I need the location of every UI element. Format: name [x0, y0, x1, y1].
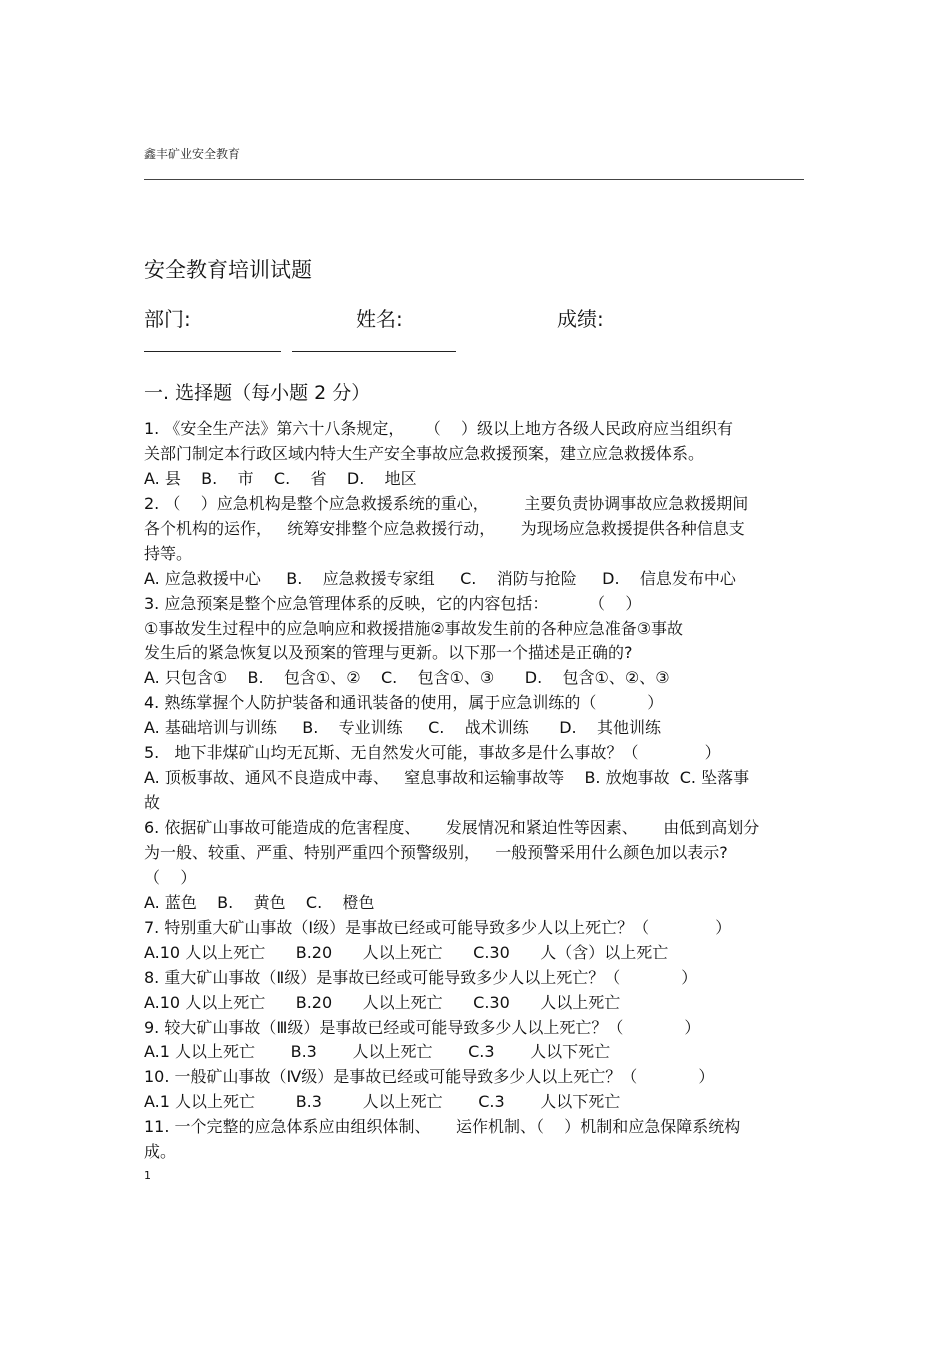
dept-label: 部门:	[144, 307, 191, 331]
text-line: A.1 人以上死亡 B.3 人以上死亡 C.3 人以下死亡	[144, 1042, 611, 1062]
text-line: 11. 一个完整的应急体系应由组织体制、 运作机制、（ ）机制和应急保障系统构	[144, 1117, 741, 1137]
section-heading: 一. 选择题（每小题 2 分）	[144, 382, 371, 404]
text-line: 8. 重大矿山事故（Ⅱ级）是事故已经或可能导致多少人以上死亡？（ ）	[144, 967, 698, 987]
text-line: ①事故发生过程中的应急响应和救援措施②事故发生前的各种应急准备③事故	[144, 618, 684, 638]
page-title: 安全教育培训试题	[144, 258, 312, 282]
text-line: 3. 应急预案是整个应急管理体系的反映，它的内容包括： （ ）	[144, 593, 642, 613]
text-line: A. 基础培训与训练 B. 专业训练 C. 战术训练 D. 其他训练	[144, 718, 661, 738]
text-line: 关部门制定本行政区域内特大生产安全事故应急救援预案，建立应急救援体系。	[144, 443, 705, 463]
name-label: 姓名:	[356, 307, 403, 331]
text-line: A. 只包含① B. 包含①、② C. 包含①、③ D. 包含①、②、③	[144, 668, 670, 688]
question-body	[144, 417, 808, 1165]
text-line: 各个机构的运作， 统筹安排整个应急救援行动， 为现场应急救援提供各种信息支	[144, 518, 745, 538]
text-line: A. 县 B. 市 C. 省 D. 地区	[144, 468, 417, 488]
text-line: 6. 依据矿山事故可能造成的危害程度、 发展情况和紧迫性等因素、 由低到高划分	[144, 818, 760, 837]
text-line: 1. 《安全生产法》第六十八条规定， （ ）级以上地方各级人民政府应当组织有	[144, 419, 734, 438]
text-line: 10. 一般矿山事故（Ⅳ级）是事故已经或可能导致多少人以上死亡？（ ）	[144, 1067, 715, 1087]
text-line: A. 应急救援中心 B. 应急救援专家组 C. 消防与抢险 D. 信息发布中心	[144, 568, 736, 588]
page-number: 1	[144, 1169, 151, 1182]
header-rule	[144, 179, 804, 180]
text-line: 5. 地下非煤矿山均无瓦斯、无自然发火可能，事故多是什么事故？（ ）	[144, 743, 721, 763]
text-line: 7. 特别重大矿山事故（Ⅰ级）是事故已经或可能导致多少人以上死亡？（ ）	[144, 917, 732, 937]
text-line: A.1 人以上死亡 B.3 人以上死亡 C.3 人以下死亡	[144, 1092, 621, 1112]
text-line: 为一般、较重、严重、特别严重四个预警级别， 一般预警采用什么颜色加以表示?	[144, 842, 728, 862]
page-header: 鑫丰矿业安全教育	[144, 147, 241, 161]
score-label: 成绩:	[557, 307, 604, 331]
text-line: A.10 人以上死亡 B.20 人以上死亡 C.30 人（含）以上死亡	[144, 942, 669, 962]
text-line: 4. 熟练掌握个人防护装备和通讯装备的使用，属于应急训练的（ ）	[144, 693, 664, 713]
text-line: 发生后的紧急恢复以及预案的管理与更新。以下那一个描述是正确的?	[144, 643, 633, 663]
text-line: A.10 人以上死亡 B.20 人以上死亡 C.30 人以上死亡	[144, 992, 621, 1012]
name-blank-line	[292, 351, 456, 352]
text-line: 故	[144, 793, 161, 813]
text-line: A. 顶板事故、通风不良造成中毒、 窒息事故和运输事故等 B. 放炮事故 C. 坠落事	[144, 768, 750, 788]
text-line: 成。	[144, 1142, 177, 1162]
text-line: 持等。	[144, 543, 193, 563]
dept-blank-line	[144, 351, 281, 352]
text-line: 9. 较大矿山事故（Ⅲ级）是事故已经或可能导致多少人以上死亡？（ ）	[144, 1017, 701, 1037]
text-line: （ ）	[144, 867, 197, 887]
text-line: A. 蓝色 B. 黄色 C. 橙色	[144, 892, 375, 912]
text-line: 2. （ ）应急机构是整个应急救援系统的重心， 主要负责协调事故应急救援期间	[144, 493, 749, 513]
